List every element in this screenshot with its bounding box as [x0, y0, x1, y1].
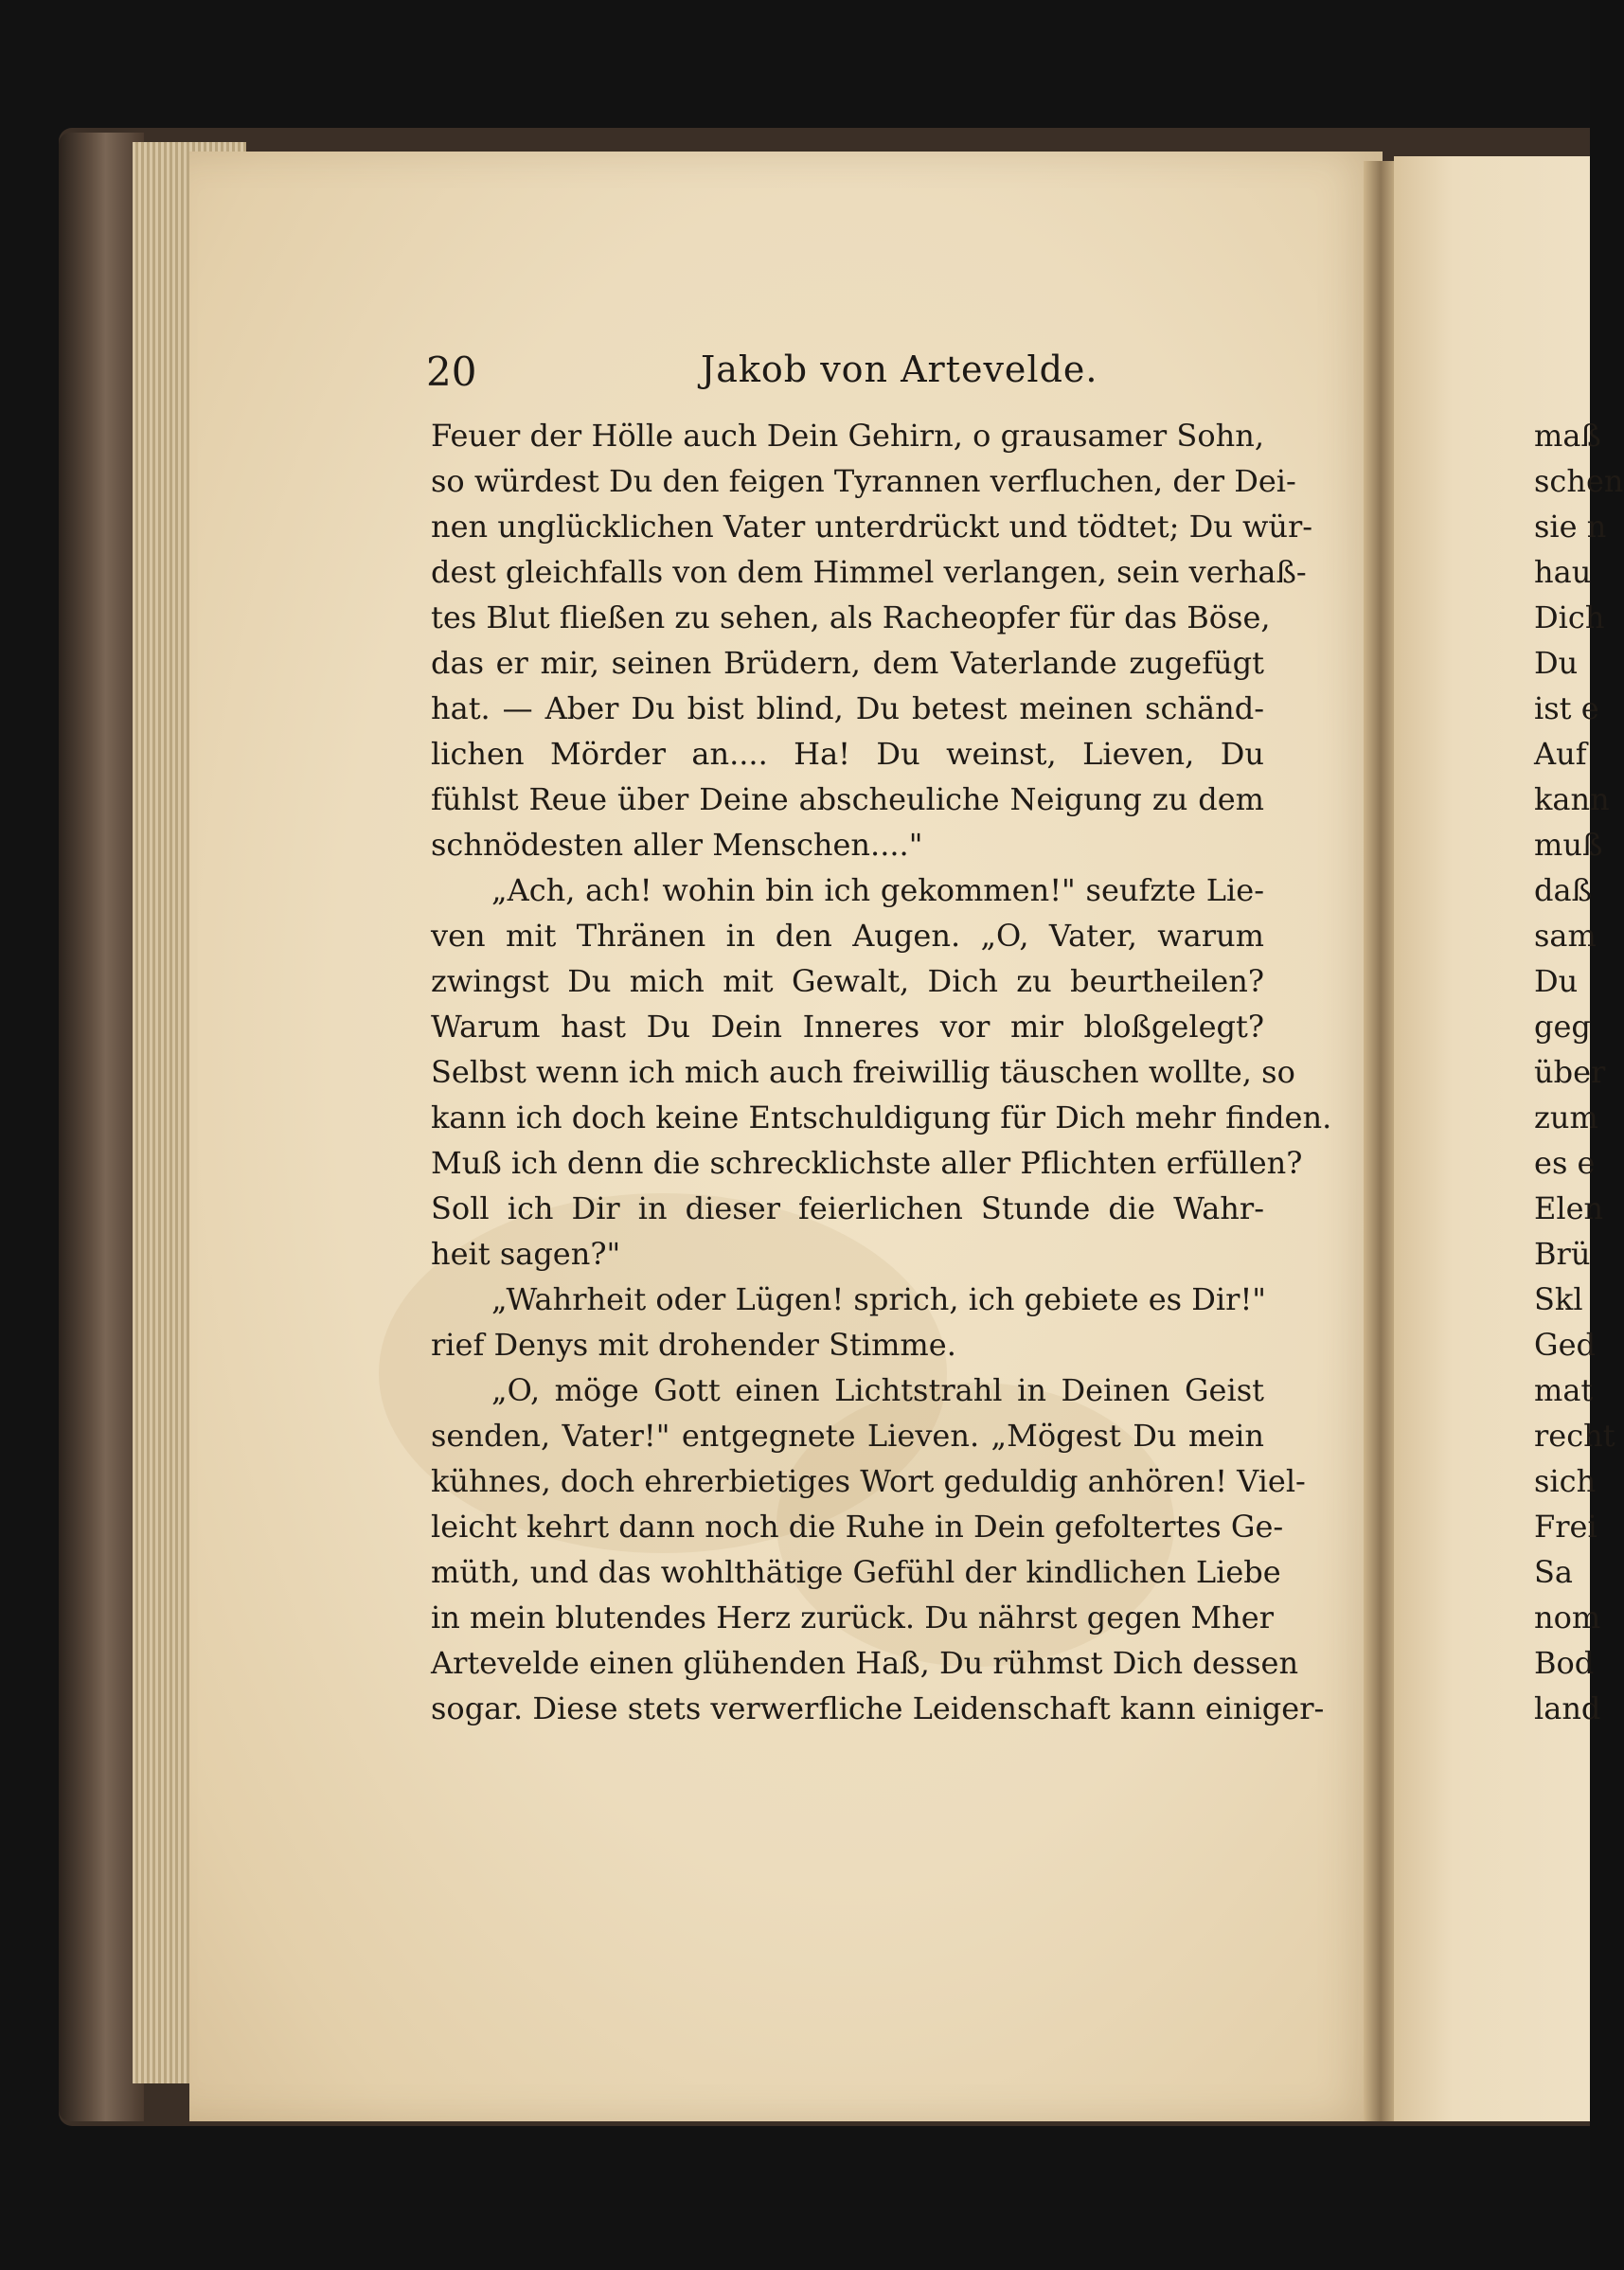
text-fragment: Sa — [1534, 1554, 1573, 1590]
text-fragment: kann — [1534, 781, 1610, 817]
text-fragment: daß — [1534, 872, 1592, 908]
text-line: in mein blutendes Herz zurück. Du nährst gegen Mher — [431, 1600, 1274, 1635]
text-fragment: Auf — [1534, 736, 1587, 772]
text-fragment: mat — [1534, 1372, 1594, 1408]
text-line: sogar. Diese stets verwerfliche Leidenschaft kann einiger- — [431, 1690, 1325, 1726]
text-fragment: muß — [1534, 827, 1603, 863]
text-line: kühnes, doch ehrerbietiges Wort geduldig anhören! Viel- — [431, 1463, 1306, 1499]
text-fragment: sich — [1534, 1463, 1597, 1499]
text-line: „Ach, ach! wohin bin ich gekommen!" seufzte Lie- — [491, 872, 1264, 908]
text-line: nen unglücklichen Vater unterdrückt und tödtet; Du wür- — [431, 509, 1313, 545]
text-line: zwingst Du mich mit Gewalt, Dich zu beurtheilen? — [431, 963, 1264, 999]
text-line: Muß ich denn die schrecklichste aller Pflichten erfüllen? — [431, 1145, 1303, 1181]
text-fragment: schen — [1534, 463, 1624, 499]
text-line: fühlst Reue über Deine abscheuliche Neigung zu dem — [431, 781, 1264, 817]
text-fragment: Brü — [1534, 1236, 1591, 1272]
right-page-text-fragments — [1534, 413, 1624, 1731]
text-line: lichen Mörder an.... Ha! Du weinst, Lieven, Du — [431, 736, 1264, 772]
text-line: senden, Vater!" entgegnete Lieven. „Mögest Du mein — [431, 1418, 1264, 1454]
text-fragment: es e — [1534, 1145, 1596, 1181]
text-fragment: Bod — [1534, 1645, 1595, 1681]
text-fragment: geg — [1534, 1009, 1591, 1045]
text-fragment: Ged — [1534, 1327, 1596, 1363]
text-line: kann ich doch keine Entschuldigung für Dich mehr finden. — [431, 1099, 1332, 1135]
text-line: müth, und das wohlthätige Gefühl der kindlichen Liebe — [431, 1554, 1281, 1590]
text-fragment: zum — [1534, 1099, 1598, 1135]
text-fragment: hau — [1534, 554, 1592, 590]
text-fragment: ist e — [1534, 690, 1599, 726]
text-line: tes Blut fließen zu sehen, als Racheopfer für das Böse, — [431, 599, 1271, 635]
page-number: 20 — [426, 349, 477, 395]
text-fragment: Skl — [1534, 1281, 1583, 1317]
text-fragment: Elen — [1534, 1190, 1604, 1226]
book-spine — [59, 133, 144, 2121]
text-fragment: sie n — [1534, 509, 1607, 545]
text-line: Soll ich Dir in dieser feierlichen Stunde die Wahr- — [431, 1190, 1264, 1226]
text-line: Warum hast Du Dein Inneres vor mir bloßgelegt? — [431, 1009, 1264, 1045]
text-fragment: über — [1534, 1054, 1606, 1090]
text-fragment: Du — [1534, 963, 1579, 999]
book-gutter — [1364, 161, 1398, 2121]
left-page-text — [431, 413, 1332, 1731]
text-fragment: Du — [1534, 645, 1579, 681]
text-fragment: recht — [1534, 1418, 1615, 1454]
text-line: Feuer der Hölle auch Dein Gehirn, o grausamer Sohn, — [431, 418, 1264, 454]
text-line: heit sagen?" — [431, 1236, 621, 1272]
text-line: so würdest Du den feigen Tyrannen verfluchen, der Dei- — [431, 463, 1296, 499]
text-line: Selbst wenn ich mich auch freiwillig täuschen wollte, so — [431, 1054, 1295, 1090]
text-line: hat. — Aber Du bist blind, Du betest meinen schänd- — [431, 690, 1264, 726]
text-line: leicht kehrt dann noch die Ruhe in Dein gefoltertes Ge- — [431, 1509, 1284, 1545]
text-fragment: Dich — [1534, 599, 1605, 635]
text-line: schnödesten aller Menschen...." — [431, 827, 923, 863]
text-line: rief Denys mit drohender Stimme. — [431, 1327, 956, 1363]
running-head: Jakob von Artevelde. — [701, 349, 1098, 390]
text-line: „O, möge Gott einen Lichtstrahl in Deinen Geist — [491, 1372, 1264, 1408]
text-line: dest gleichfalls von dem Himmel verlangen, sein verhaß- — [431, 554, 1307, 590]
text-fragment: Frei — [1534, 1509, 1597, 1545]
text-line: Artevelde einen glühenden Haß, Du rühmst Dich dessen — [431, 1645, 1299, 1681]
text-fragment: land — [1534, 1690, 1601, 1726]
text-line: ven mit Thränen in den Augen. „O, Vater, warum — [431, 918, 1264, 954]
text-line: „Wahrheit oder Lügen! sprich, ich gebiete es Dir!" — [491, 1281, 1267, 1317]
text-fragment: sam — [1534, 918, 1597, 954]
text-fragment: maß — [1534, 418, 1601, 454]
text-line: das er mir, seinen Brüdern, dem Vaterlande zugefügt — [431, 645, 1264, 681]
text-fragment: nom — [1534, 1600, 1601, 1635]
